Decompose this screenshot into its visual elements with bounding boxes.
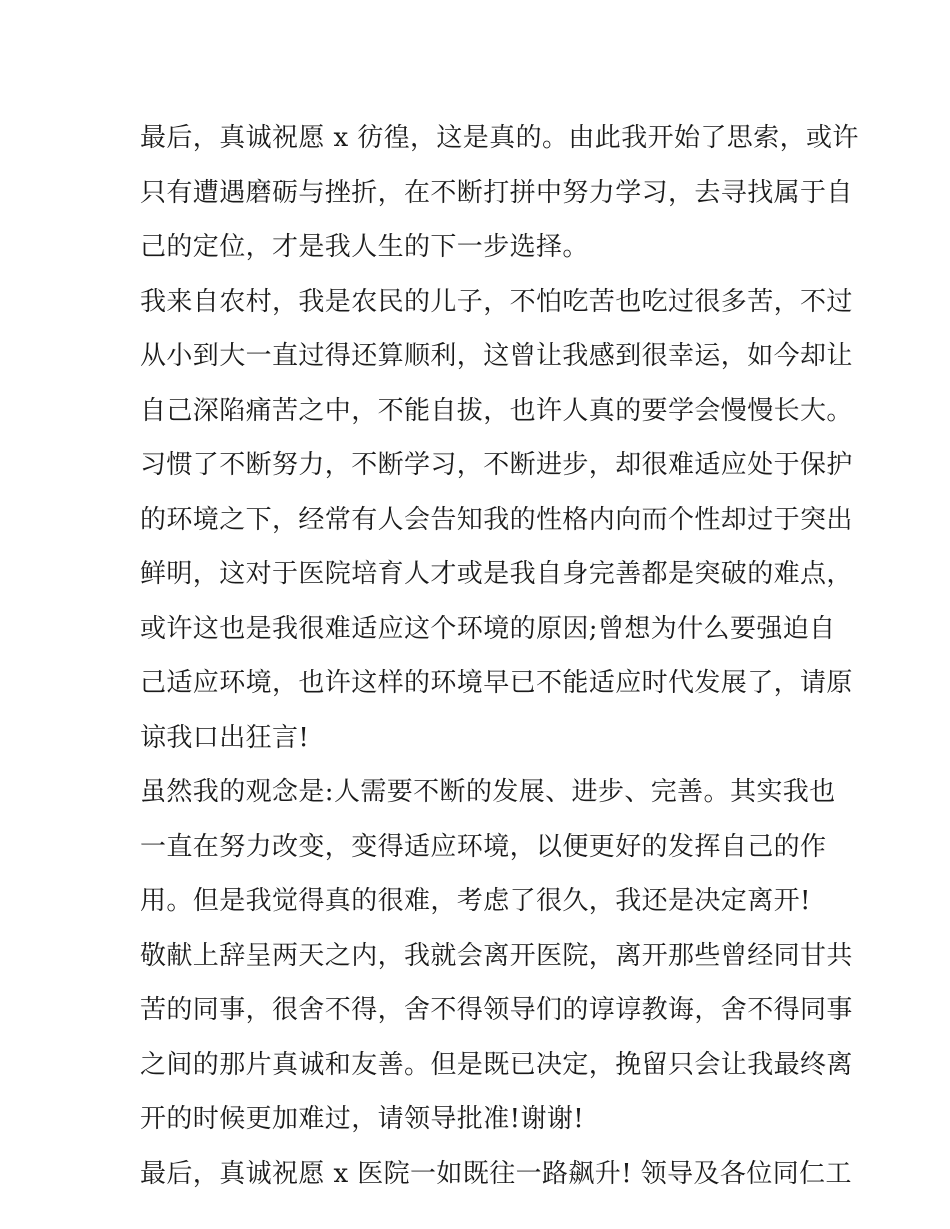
- text-line: 只有遭遇磨砺与挫折，在不断打拼中努力学习，去寻找属于自: [140, 177, 853, 208]
- text-line: 敬献上辞呈两天之内，我就会离开医院，离开那些曾经同甘共: [140, 940, 853, 971]
- text-line: 虽然我的观念是:人需要不断的发展、进步、完善。其实我也: [140, 777, 836, 807]
- text-line: 开的时候更加难过，请领导批准!谢谢!: [140, 1104, 585, 1134]
- body-text: [140, 111, 859, 1201]
- text-line: 鲜明，这对于医院培育人才或是我自身完善都是突破的难点，: [140, 559, 853, 589]
- text-line: 自己深陷痛苦之中，不能自拔，也许人真的要学会慢慢长大。: [140, 395, 853, 426]
- text-line: 最后，真诚祝愿 x 医院一如既往一路飙升! 领导及各位同仁工: [140, 1158, 852, 1189]
- text-line: 用。但是我觉得真的很难，考虑了很久，我还是决定离开!: [140, 886, 811, 916]
- text-line: 谅我口出狂言!: [140, 722, 310, 753]
- text-line: 己的定位，才是我人生的下一步选择。: [140, 232, 589, 262]
- text-line: 或许这也是我很难适应这个环境的原因;曾想为什么要强迫自: [140, 613, 836, 644]
- text-line: 苦的同事，很舍不得，舍不得领导们的谆谆教诲，舍不得同事: [140, 995, 853, 1025]
- text-line: 我来自农村，我是农民的儿子，不怕吃苦也吃过很多苦，不过: [140, 286, 853, 317]
- text-line: 从小到大一直过得还算顺利，这曾让我感到很幸运，如今却让: [140, 341, 853, 371]
- text-line: 一直在努力改变，变得适应环境，以便更好的发挥自己的作: [140, 831, 827, 862]
- text-line: 习惯了不断努力，不断学习，不断进步，却很难适应处于保护: [140, 450, 853, 480]
- text-line: 之间的那片真诚和友善。但是既已决定，挽留只会让我最终离: [140, 1049, 853, 1080]
- text-line: 的环境之下，经常有人会告知我的性格内向而个性却过于突出: [140, 504, 853, 535]
- text-line: 最后，真诚祝愿 x 彷徨，这是真的。由此我开始了思索，或许: [140, 123, 859, 153]
- text-line: 己适应环境，也许这样的环境早已不能适应时代发展了，请原: [140, 668, 853, 698]
